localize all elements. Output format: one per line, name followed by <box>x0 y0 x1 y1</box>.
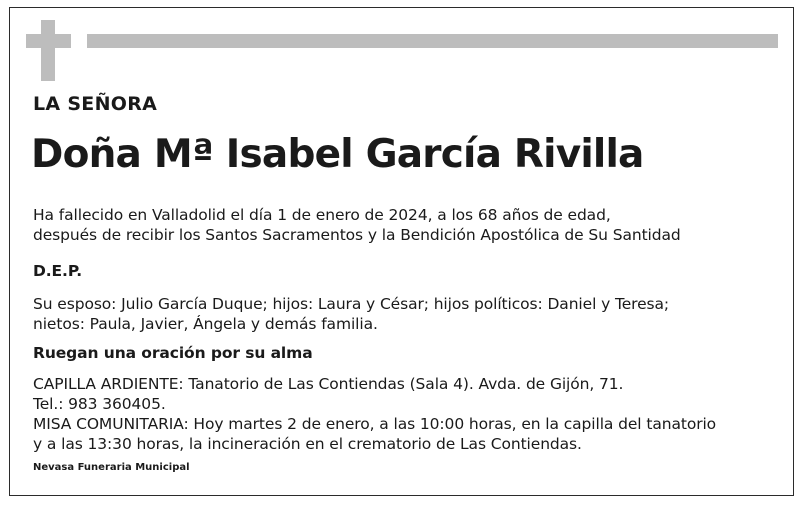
details-line-2: Tel.: 983 360405. <box>33 395 166 413</box>
details-line-4: y a las 13:30 horas, la incineración en el crematorio de Las Contiendas. <box>33 435 582 453</box>
announcement-line-1: Ha fallecido en Valladolid el día 1 de enero de 2024, a los 68 años de edad, <box>33 206 611 224</box>
funeral-home-name: Nevasa Funeraria Municipal <box>33 462 190 473</box>
prayer-request: Ruegan una oración por su alma <box>33 344 313 362</box>
cross-icon-arm <box>26 34 71 48</box>
details-line-1: CAPILLA ARDIENTE: Tanatorio de Las Contiendas (Sala 4). Avda. de Gijón, 71. <box>33 375 624 393</box>
deceased-name: Doña Mª Isabel García Rivilla <box>31 132 644 177</box>
decorative-bar <box>87 34 778 48</box>
family-line-1: Su esposo: Julio García Duque; hijos: Laura y César; hijos políticos: Daniel y Teresa; <box>33 295 670 313</box>
cross-icon <box>41 20 55 81</box>
details-line-3: MISA COMUNITARIA: Hoy martes 2 de enero, a las 10:00 horas, en la capilla del tanatorio <box>33 415 717 433</box>
announcement-line-2: después de recibir los Santos Sacramentos y la Bendición Apostólica de Su Santidad <box>33 226 681 244</box>
dep-label: D.E.P. <box>33 262 83 280</box>
heading-title: LA SEÑORA <box>33 93 158 115</box>
family-line-2: nietos: Paula, Javier, Ángela y demás familia. <box>33 315 378 333</box>
